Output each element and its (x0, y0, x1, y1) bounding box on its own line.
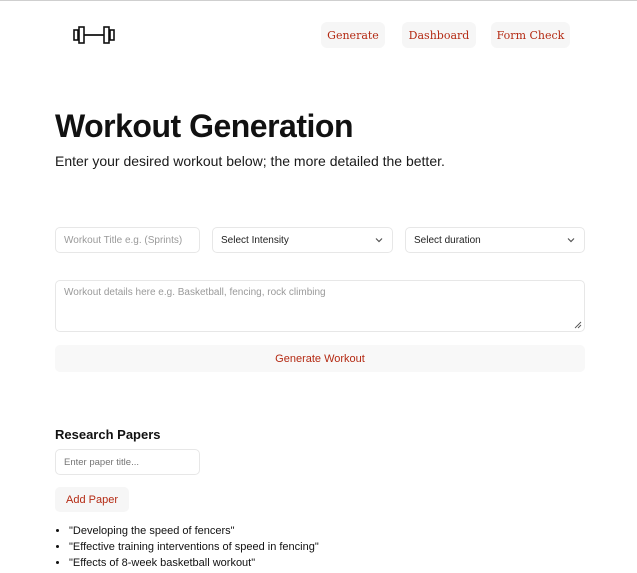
paper-list (55, 523, 319, 571)
research-papers-heading: Research Papers (55, 427, 161, 442)
workout-details-field (55, 280, 585, 332)
resize-handle-icon[interactable] (574, 321, 582, 329)
workout-title-input[interactable] (64, 235, 191, 246)
nav-dashboard-button[interactable]: Dashboard (402, 22, 476, 48)
workout-title-field (55, 227, 200, 253)
chevron-down-icon (374, 235, 384, 245)
list-item: • "Effective training interventions of speed in fencing" (69, 539, 319, 555)
paper-title-field (55, 449, 200, 475)
generate-workout-button[interactable]: Generate Workout (55, 345, 585, 372)
page-subtitle: Enter your desired workout below; the more detailed the better. (55, 153, 445, 169)
intensity-select-label: Select Intensity (221, 234, 289, 246)
page-title: Workout Generation (55, 108, 353, 144)
paper-title-input[interactable] (64, 457, 191, 468)
nav-form-check-button[interactable]: Form Check (491, 22, 570, 48)
duration-select-label: Select duration (414, 234, 481, 246)
dumbbell-icon[interactable] (73, 25, 115, 45)
chevron-down-icon (566, 235, 576, 245)
workout-details-textarea[interactable] (56, 281, 584, 331)
nav-generate-button[interactable]: Generate (321, 22, 385, 48)
intensity-select[interactable] (212, 227, 393, 253)
list-item: • "Effects of 8-week basketball workout" (69, 555, 319, 571)
duration-select[interactable] (405, 227, 585, 253)
list-item: • "Developing the speed of fencers" (69, 523, 319, 539)
add-paper-button[interactable]: Add Paper (55, 487, 129, 512)
